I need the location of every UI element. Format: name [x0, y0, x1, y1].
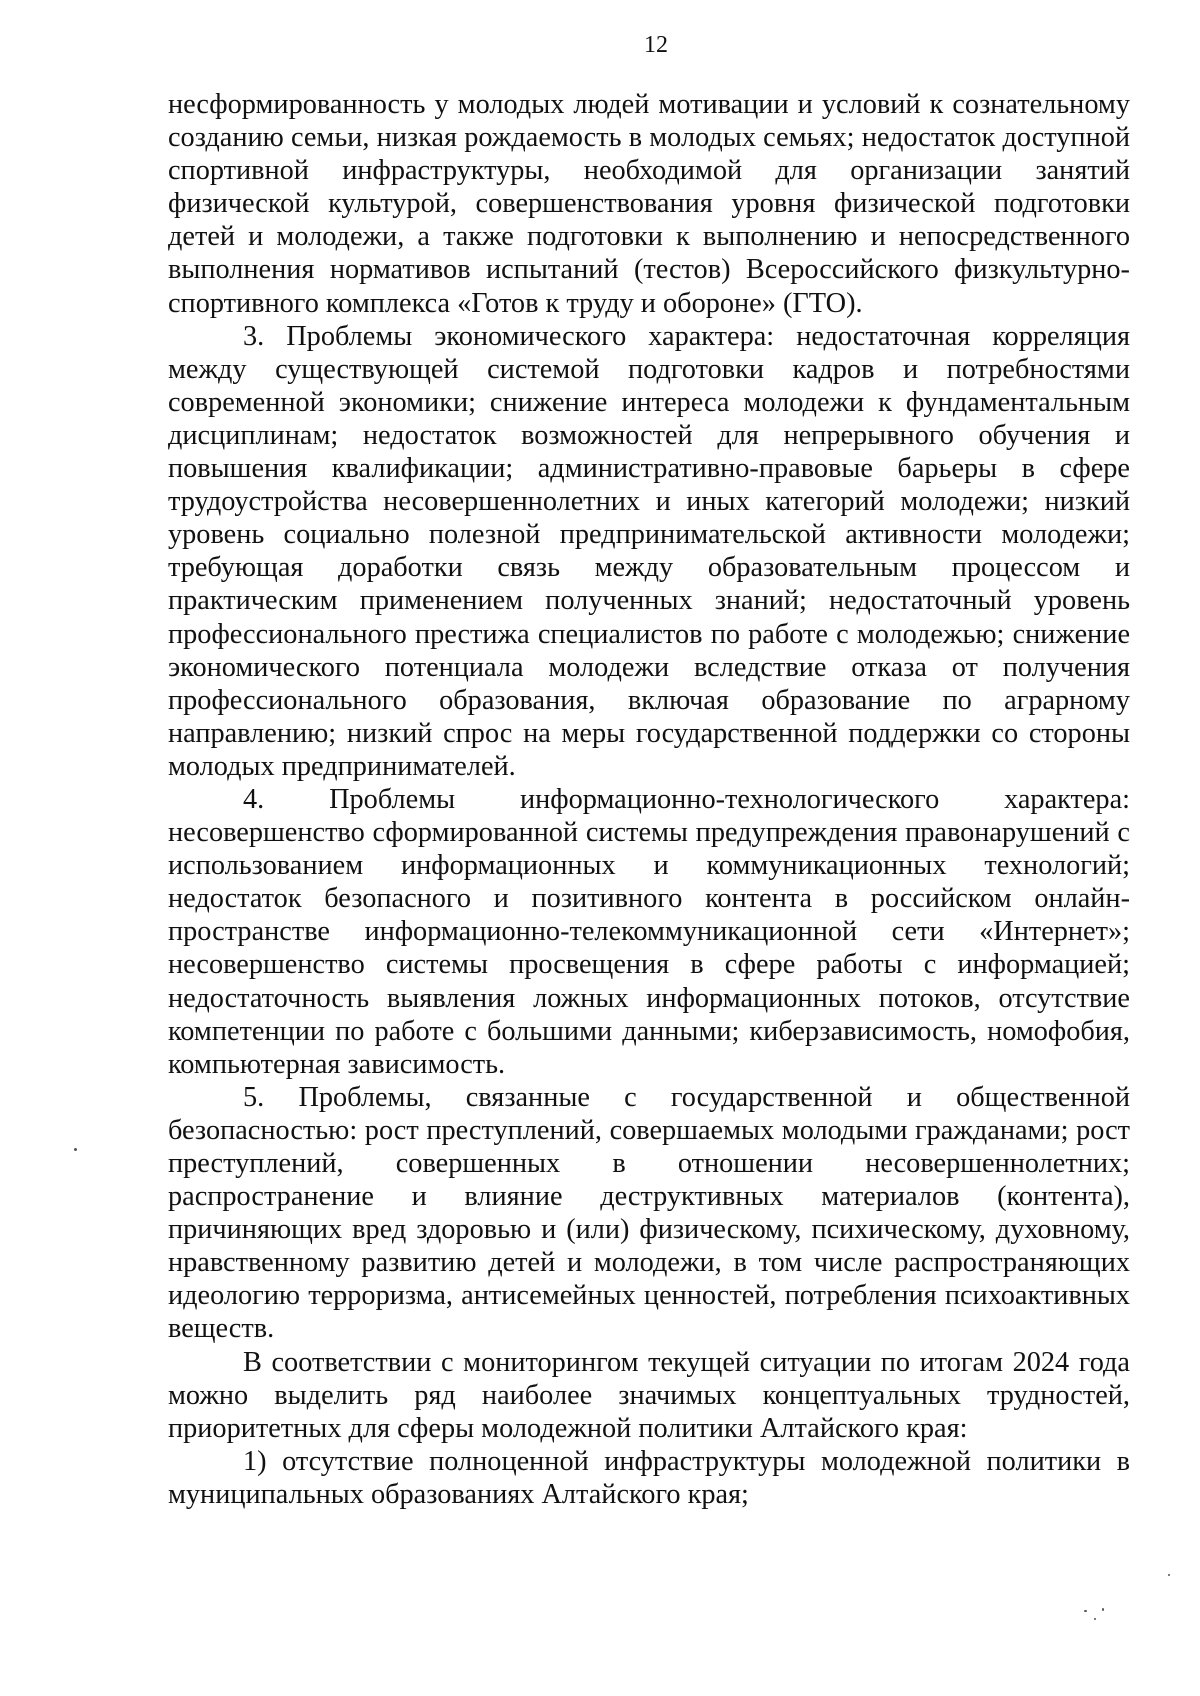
scan-speck — [1102, 1608, 1104, 1611]
page-number: 12 — [644, 32, 668, 58]
document-body — [168, 88, 1130, 1511]
scan-speck — [74, 1148, 77, 1151]
scan-speck — [1084, 1610, 1087, 1612]
paragraph-economic-problems: 3. Проблемы экономического характера: недостаточная корреляция между существующей системой подготовки кадров и потребностями современной экономики; снижение интереса молодежи к фундаментальным дисциплинам; недостаток возможностей для непрерывного обучения и повышения квалификации; административно-правовые барьеры в сфере трудоустройства несовершеннолетних и иных категорий молодежи; низкий уровень социально полезной предпринимательской активности молодежи; требующая доработки связь между образовательным процессом и практическим применением полученных знаний; недостаточный уровень профессионального престижа специалистов по работе с молодежью; снижение экономического потенциала молодежи вследствие отказа от получения профессионального образования, включая образование по аграрному направлению; низкий спрос на меры государственной поддержки со стороны молодых предпринимателей. — [168, 320, 1130, 782]
paragraph-continuation: несформированность у молодых людей мотивации и условий к сознательному созданию семьи, низкая рождаемость в молодых семьях; недостаток доступной спортивной инфраструктуры, необходимой для организации занятий физической культурой, совершенствования уровня физической подготовки детей и молодежи, а также подготовки к выполнению и непосредственного выполнения нормативов испытаний (тестов) Всероссийского физкультурно-спортивного комплекса «Готов к труду и обороне» (ГТО). — [168, 89, 1130, 319]
scan-speck — [1168, 1574, 1170, 1576]
paragraph-monitoring: В соответствии с мониторингом текущей ситуации по итогам 2024 года можно выделить ряд наиболее значимых концептуальных трудностей, приоритетных для сферы молодежной политики Алтайского края: — [168, 1346, 1130, 1444]
paragraph-security-problems: 5. Проблемы, связанные с государственной и общественной безопасностью: рост преступлений, совершаемых молодыми гражданами; рост преступлений, совершенных в отношении несовершеннолетних; распространение и влияние деструктивных материалов (контента), причиняющих вред здоровью и (или) физическому, психическому, духовному, нравственному развитию детей и молодежи, в том числе распространяющих идеологию терроризма, антисемейных ценностей, потребления психоактивных веществ. — [168, 1081, 1130, 1345]
scan-speck — [1094, 1618, 1096, 1620]
paragraph-list-item-1: 1) отсутствие полноценной инфраструктуры молодежной политики в муниципальных образованиях Алтайского края; — [168, 1445, 1130, 1510]
paragraph-it-problems: 4. Проблемы информационно-технологического характера: несовершенство сформированной системы предупреждения правонарушений с использованием информационных и коммуникационных технологий; недостаток безопасного и позитивного контента в российском онлайн-пространстве информационно-телекоммуникационной сети «Интернет»; несовершенство системы просвещения в сфере работы с информацией; недостаточность выявления ложных информационных потоков, отсутствие компетенции по работе с большими данными; киберзависимость, номофобия, компьютерная зависимость. — [168, 783, 1130, 1080]
